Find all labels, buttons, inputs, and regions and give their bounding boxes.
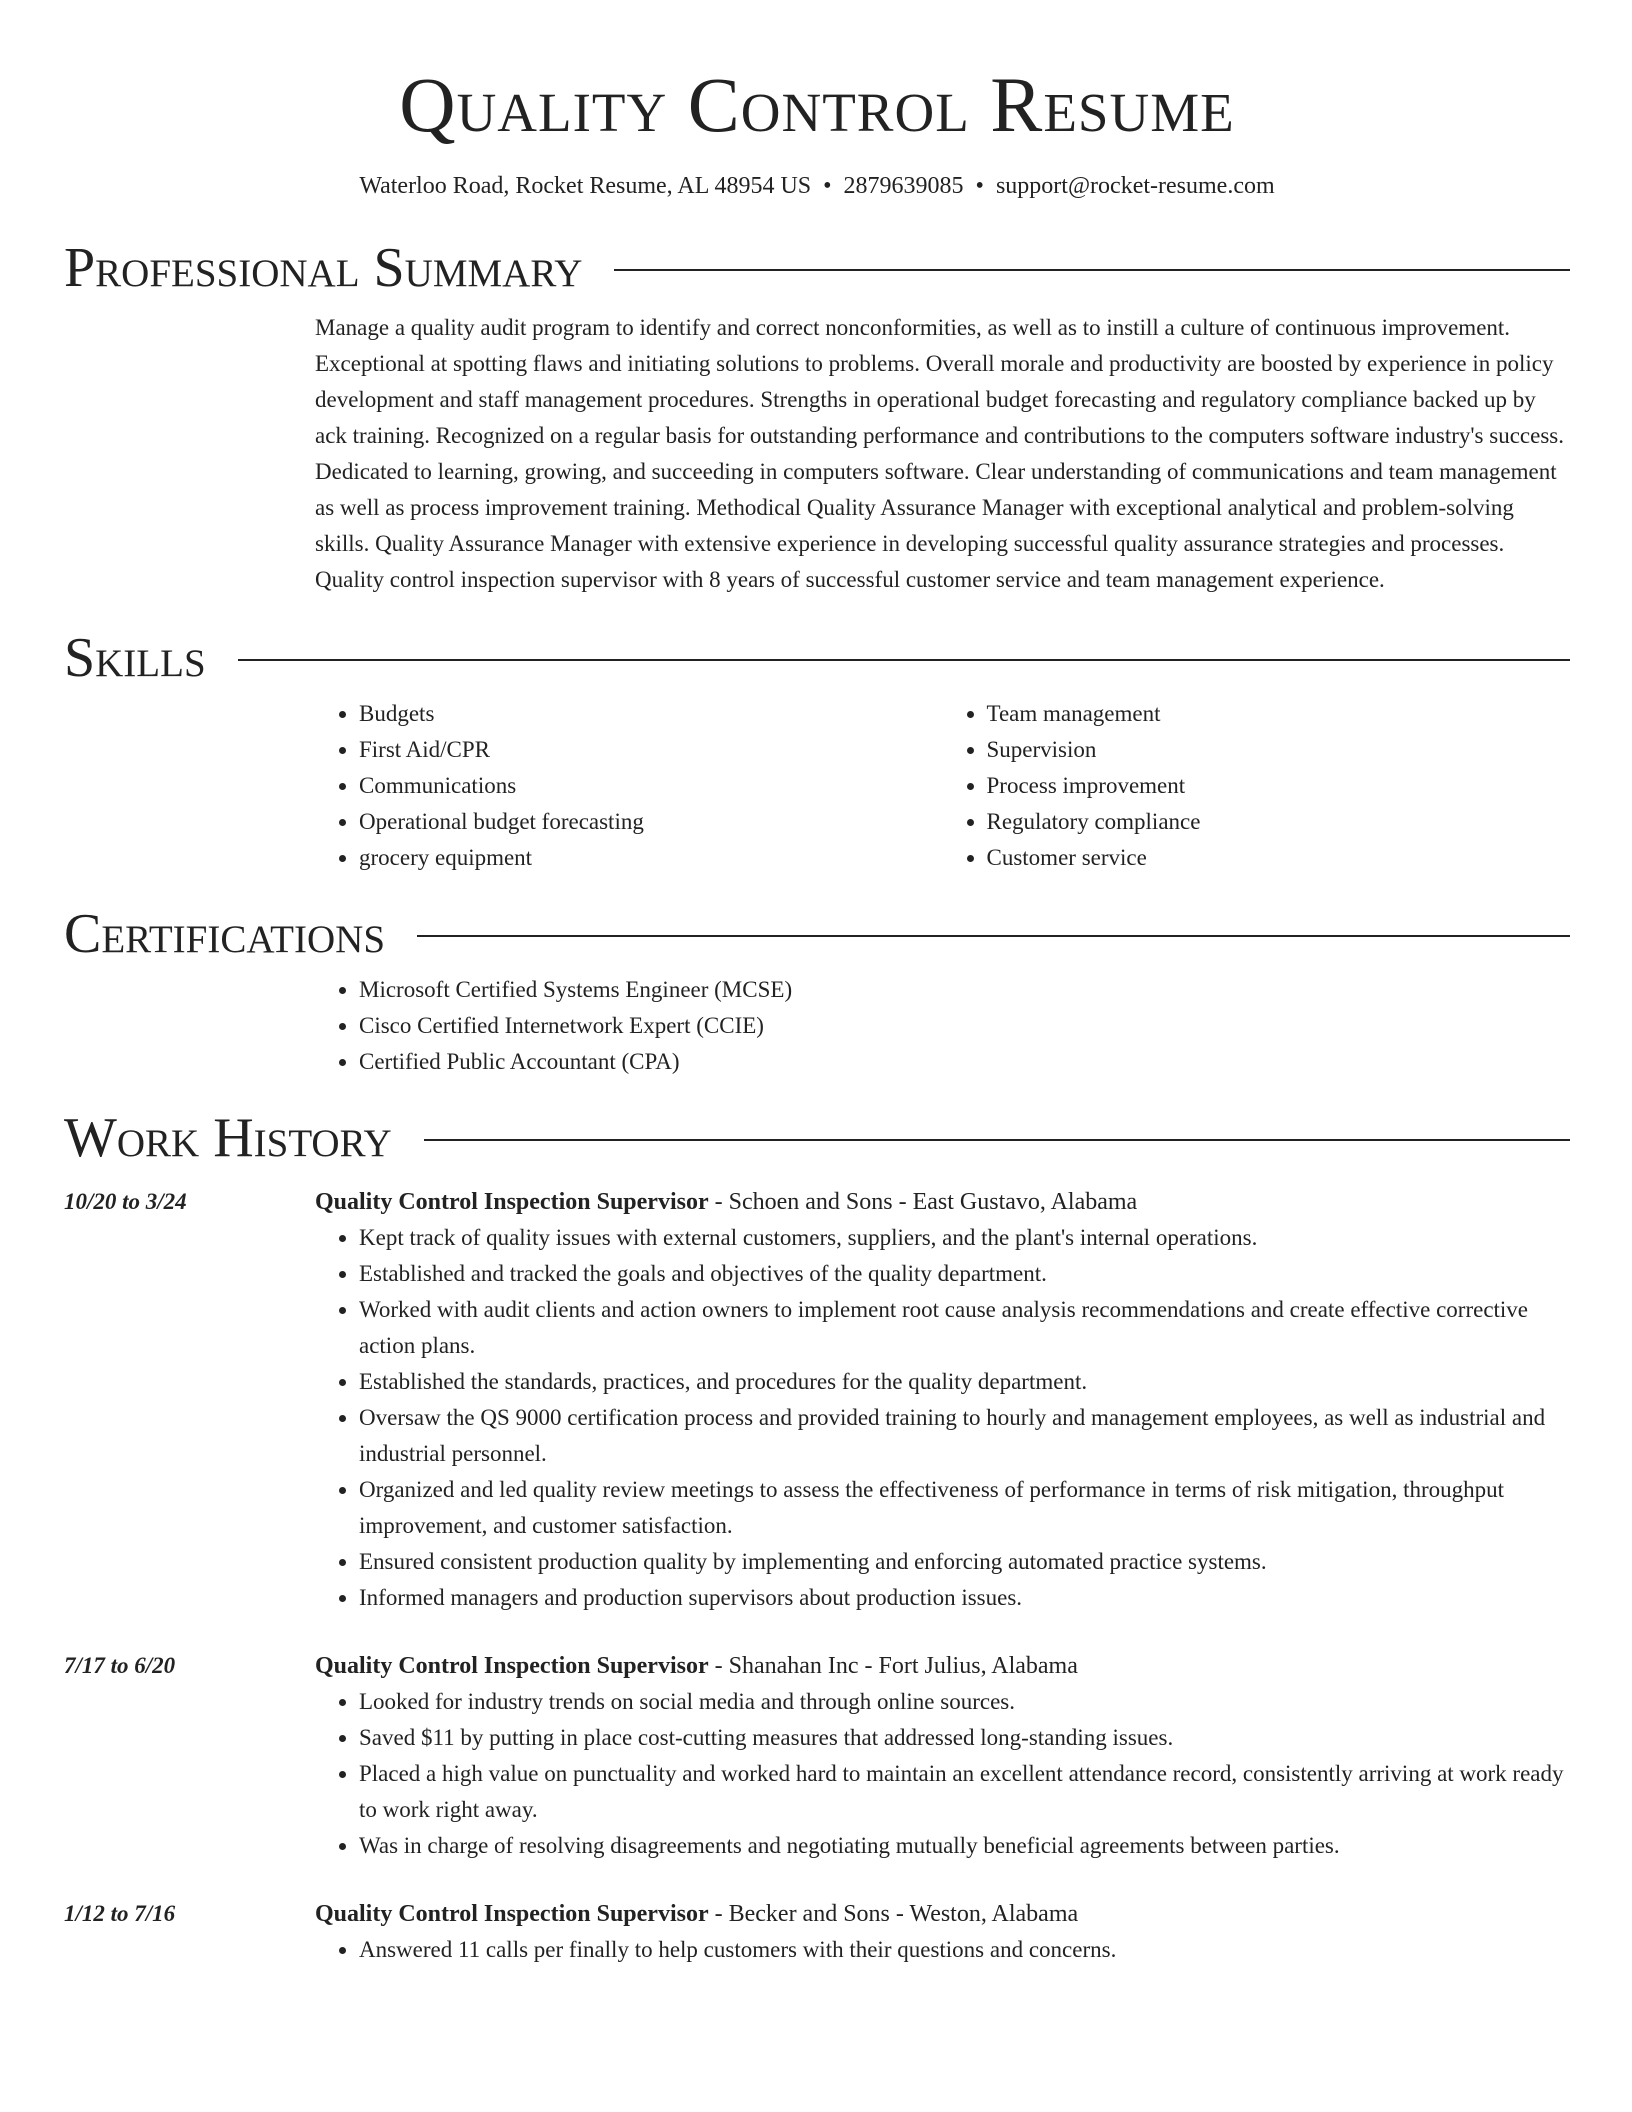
certification-item: • Certified Public Accountant (CPA) <box>359 1044 1570 1080</box>
job-title: Quality Control Inspection Supervisor <box>315 1653 709 1679</box>
resume-title: Quality Control Resume <box>399 61 1235 148</box>
job-dates: 10/20 to 3/24 <box>64 1189 187 1214</box>
certifications-heading: Certifications <box>64 903 386 965</box>
skill-item: • Supervision <box>987 732 1571 768</box>
skills-column-left <box>315 696 943 876</box>
job-bullet: • Organized and led quality review meetings to assess the effectiveness of performance in terms of risk mitigation, throughput improvement, and customer satisfaction. <box>359 1472 1570 1544</box>
job-heading <box>315 1896 1570 1932</box>
job-bullet: • Worked with audit clients and action owners to implement root cause analysis recommendations and create effective corrective action plans. <box>359 1292 1570 1364</box>
skills-list <box>315 696 1570 876</box>
job-heading <box>315 1648 1570 1684</box>
section-divider <box>238 659 1570 661</box>
skill-item: • First Aid/CPR <box>359 732 943 768</box>
skills-heading: Skills <box>64 627 206 689</box>
job-bullet: • Placed a high value on punctuality and worked hard to maintain an excellent attendance record, consistently arriving at work ready to work right away. <box>359 1756 1570 1828</box>
skill-item: • Customer service <box>987 840 1571 876</box>
work-history-section-header <box>64 1106 1570 1170</box>
certifications-content <box>315 972 1570 1080</box>
job-entry <box>64 1184 1570 1616</box>
section-divider <box>417 935 1570 937</box>
job-details <box>315 1648 1570 1864</box>
job-dates: 7/17 to 6/20 <box>64 1653 176 1678</box>
job-employer-location: - Schoen and Sons - East Gustavo, Alabama <box>708 1189 1138 1215</box>
skill-item: • Operational budget forecasting <box>359 804 943 840</box>
job-bullets <box>315 1684 1570 1864</box>
summary-heading: Professional Summary <box>64 237 583 299</box>
job-employer-location: - Becker and Sons - Weston, Alabama <box>708 1901 1079 1927</box>
job-bullet: • Answered 11 calls per finally to help customers with their questions and concerns. <box>359 1932 1570 1968</box>
summary-section-header <box>64 236 1570 300</box>
contact-separator: • <box>975 173 984 199</box>
contact-line <box>64 170 1570 202</box>
section-divider <box>424 1139 1570 1141</box>
job-entry <box>64 1648 1570 1864</box>
job-title: Quality Control Inspection Supervisor <box>315 1189 709 1215</box>
job-bullets <box>315 1220 1570 1616</box>
job-entry <box>64 1896 1570 1968</box>
contact-phone: 2879639085 <box>843 173 964 199</box>
summary-content <box>315 310 1570 598</box>
summary-paragraph: Manage a quality audit program to identify and correct nonconformities, as well as to instill a culture of continuous improvement. Exceptional at spotting flaws and initiating solutions to problems. Overall morale and productivity are boosted by experience in policy development and staff management procedures. Strengths in operational budget forecasting and regulatory compliance backed up by ack training. Recognized on a regular basis for outstanding performance and contributions to the computers software industry's success. Dedicated to learning, growing, and succeeding in computers software. Clear understanding of communications and team management as well as process improvement training. Methodical Quality Assurance Manager with exceptional analytical and problem-solving skills. Quality Assurance Manager with extensive experience in developing successful quality assurance strategies and processes. Quality control inspection supervisor with 8 years of successful customer service and team management experience. <box>315 315 1564 592</box>
certifications-list <box>315 972 1570 1080</box>
job-heading <box>315 1184 1570 1220</box>
job-bullet: • Oversaw the QS 9000 certification process and provided training to hourly and management employees, as well as industrial and industrial personnel. <box>359 1400 1570 1472</box>
section-divider <box>614 269 1570 271</box>
job-bullet: • Kept track of quality issues with external customers, suppliers, and the plant's internal operations. <box>359 1220 1570 1256</box>
skill-item: • grocery equipment <box>359 840 943 876</box>
job-bullet: • Looked for industry trends on social media and through online sources. <box>359 1684 1570 1720</box>
job-title: Quality Control Inspection Supervisor <box>315 1901 709 1927</box>
certifications-section-header <box>64 902 1570 966</box>
job-bullet: • Ensured consistent production quality by implementing and enforcing automated practice systems. <box>359 1544 1570 1580</box>
resume-page <box>64 0 1570 1968</box>
skill-item: • Budgets <box>359 696 943 732</box>
skill-item: • Process improvement <box>987 768 1571 804</box>
certification-item: • Cisco Certified Internetwork Expert (CCIE) <box>359 1008 1570 1044</box>
job-bullet: • Established and tracked the goals and objectives of the quality department. <box>359 1256 1570 1292</box>
skills-section-header <box>64 626 1570 690</box>
contact-address: Waterloo Road, Rocket Resume, AL 48954 US <box>359 173 812 199</box>
contact-separator: • <box>823 173 832 199</box>
job-details <box>315 1184 1570 1616</box>
job-bullet: • Was in charge of resolving disagreements and negotiating mutually beneficial agreements between parties. <box>359 1828 1570 1864</box>
job-bullet: • Saved $11 by putting in place cost-cutting measures that addressed long-standing issues. <box>359 1720 1570 1756</box>
job-bullet: • Established the standards, practices, and procedures for the quality department. <box>359 1364 1570 1400</box>
skills-column-right <box>943 696 1571 876</box>
job-details <box>315 1896 1570 1968</box>
job-employer-location: - Shanahan Inc - Fort Julius, Alabama <box>708 1653 1078 1679</box>
work-history-heading: Work History <box>64 1107 392 1169</box>
certification-item: • Microsoft Certified Systems Engineer (MCSE) <box>359 972 1570 1008</box>
job-bullet: • Informed managers and production supervisors about production issues. <box>359 1580 1570 1616</box>
skill-item: • Regulatory compliance <box>987 804 1571 840</box>
job-dates: 1/12 to 7/16 <box>64 1901 176 1926</box>
skill-item: • Communications <box>359 768 943 804</box>
skill-item: • Team management <box>987 696 1571 732</box>
contact-email: support@rocket-resume.com <box>995 173 1275 199</box>
job-bullets <box>315 1932 1570 1968</box>
